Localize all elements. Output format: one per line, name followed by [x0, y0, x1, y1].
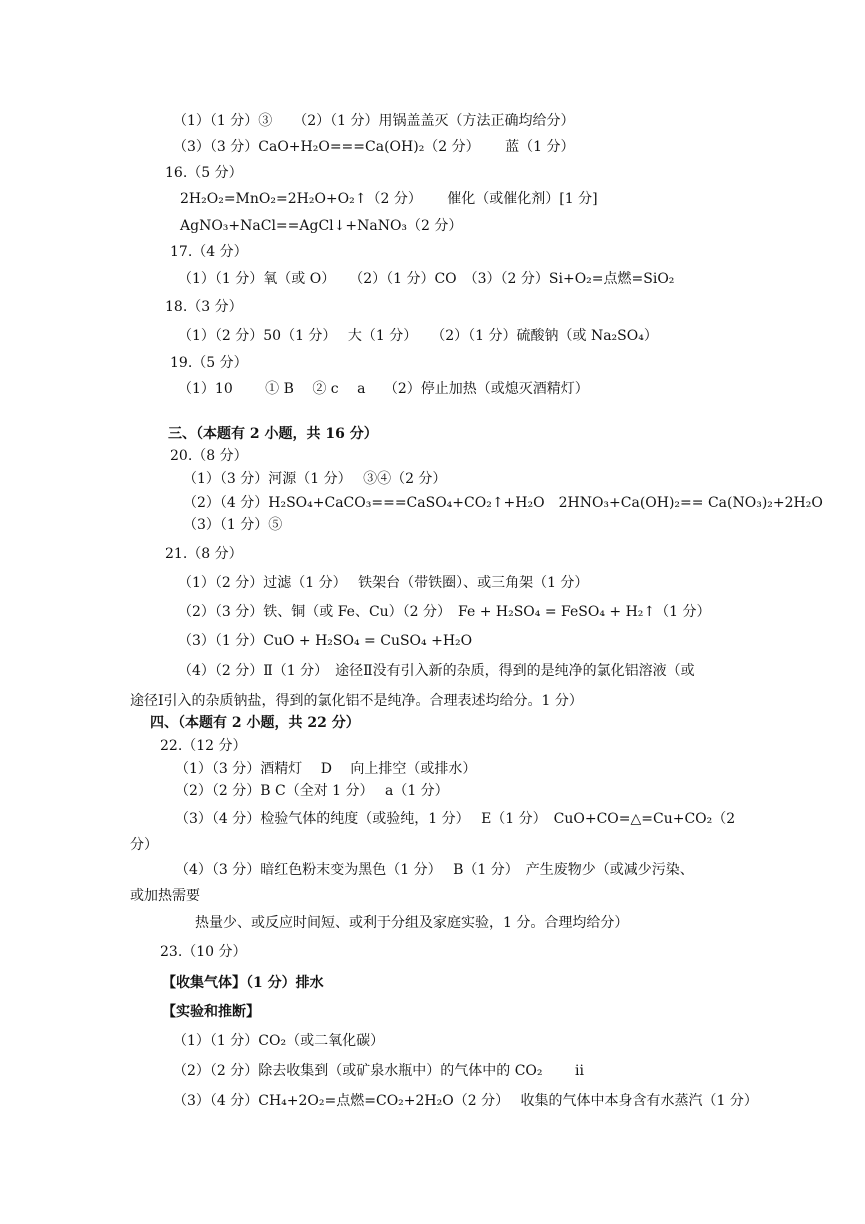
subheading-experiment: 【实验和推断】 [162, 1004, 260, 1020]
section-heading-3: 三、（本题有 2 小题，共 16 分） [168, 426, 378, 442]
question-heading-17: 17.（4 分） [170, 244, 248, 260]
text-line-21: （4）（2 分）Ⅱ（1 分） 途径Ⅱ没有引入新的杂质，得到的是纯净的氯化铝溶液（或 [178, 663, 695, 679]
text-line-26: （2）（2 分）B C（全对 1 分） a（1 分） [175, 783, 449, 799]
question-heading-19: 19.（5 分） [170, 355, 248, 371]
text-line-35: （1）（1 分）CO₂（或二氧化碳） [173, 1033, 385, 1049]
text-line-16: （3）（1 分）⑤ [183, 517, 283, 533]
text-line-7: （1）（1 分）氧（或 O） （2）（1 分）CO （3）（2 分）Si+O₂=点燃=SiO₂ [178, 271, 675, 287]
text-line-18: （1）（2 分）过滤（1 分） 铁架台（带铁圈）、或三角架（1 分） [178, 575, 589, 591]
text-line-37: （3）（4 分）CH₄+2O₂=点燃=CO₂+2H₂O（2 分） 收集的气体中本身含有水蒸汽（1 分） [173, 1093, 758, 1109]
text-line-4: 2H₂O₂=MnO₂=2H₂O+O₂↑（2 分） 催化（或催化剂）[1 分] [180, 191, 598, 207]
text-line-36: （2）（2 分）除去收集到（或矿泉水瓶中）的气体中的 CO₂ ii [173, 1063, 584, 1079]
text-line-29: （4）（3 分）暗红色粉末变为黑色（1 分） B（1 分） 产生废物少（或减少污染、 [175, 862, 694, 878]
text-line-15: （2）（4 分）H₂SO₄+CaCO₃===CaSO₄+CO₂↑+H₂O 2HNO₃+Ca(OH)₂== Ca(NO₃)₂+2H₂O [183, 495, 823, 511]
text-line-25: （1）（3 分）酒精灯 D 向上排空（或排水） [175, 761, 477, 777]
question-heading-16: 16.（5 分） [165, 165, 243, 181]
question-heading-18: 18.（3 分） [165, 299, 243, 315]
text-line-9: （1）（2 分）50（1 分） 大（1 分） （2）（1 分）硫酸钠（或 Na₂SO₄） [178, 328, 658, 344]
text-line-27: （3）（4 分）检验气体的纯度（或验纯，1 分） E（1 分） CuO+CO=△=Cu+CO₂（2 [175, 811, 736, 827]
text-line-2: （3）（3 分）CaO+H₂O===Ca(OH)₂（2 分） 蓝（1 分） [173, 139, 575, 155]
text-line-31: 热量少、或反应时间短、或利于分组及家庭实验，1 分。合理均给分） [195, 915, 629, 931]
text-line-1: （1）（1 分）③ （2）（1 分）用锅盖盖灭（方法正确均给分） [173, 113, 575, 129]
question-heading-23: 23.（10 分） [160, 944, 247, 960]
question-heading-21: 21.（8 分） [165, 546, 243, 562]
text-line-30: 或加热需要 [130, 888, 200, 904]
subheading-collect-gas: 【收集气体】（1 分）排水 [162, 975, 324, 991]
section-heading-4: 四、（本题有 2 小题，共 22 分） [150, 715, 360, 731]
text-line-20: （3）（1 分）CuO + H₂SO₄ = CuSO₄ +H₂O [178, 633, 473, 649]
text-line-28: 分） [130, 837, 158, 853]
text-line-5: AgNO₃+NaCl==AgCl↓+NaNO₃（2 分） [180, 218, 463, 234]
text-line-19: （2）（3 分）铁、铜（或 Fe、Cu）（2 分） Fe + H₂SO₄ = FeSO₄ + H₂↑（1 分） [178, 604, 711, 620]
text-line-11: （1）10 ① B ② c a （2）停止加热（或熄灭酒精灯） [178, 381, 589, 397]
text-line-14: （1）（3 分）河源（1 分） ③④（2 分） [183, 471, 447, 487]
text-line-22: 途径Ⅰ引入的杂质钠盐，得到的氯化铝不是纯净。合理表述均给分。1 分） [130, 693, 583, 709]
question-heading-22: 22.（12 分） [160, 738, 247, 754]
question-heading-20: 20.（8 分） [170, 448, 248, 464]
